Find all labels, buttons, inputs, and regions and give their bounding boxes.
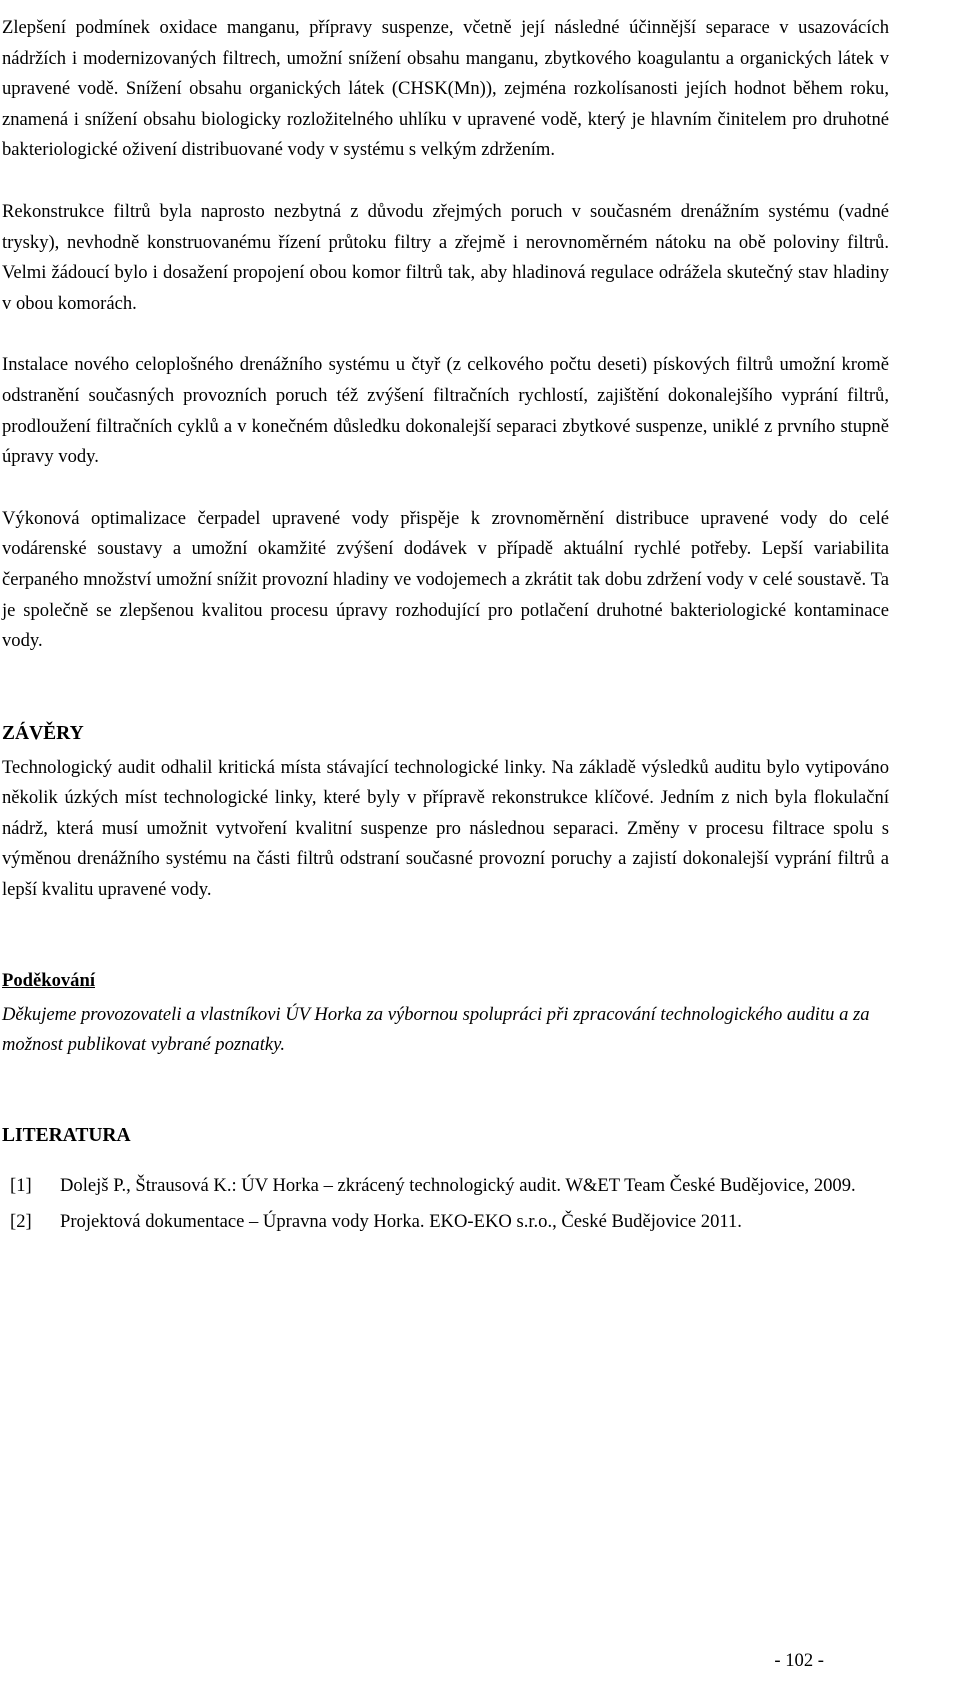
reference-text: Projektová dokumentace – Úpravna vody Horka. EKO-EKO s.r.o., České Budějovice 2011. <box>60 1210 742 1232</box>
reference-text: Dolejš P., Štrausová K.: ÚV Horka – zkrácený technologický audit. W&ET Team České Budějovice, 2009. <box>60 1174 856 1196</box>
paragraph-filter-reconstruction: Rekonstrukce filtrů byla naprosto nezbytná z důvodu zřejmých poruch v současném drenážním systému (vadné trysky), nevhodně konstruovanému řízení průtoku filtry a zřejmě i nerovnoměrném nátoku na obě poloviny filtrů. Velmi žádoucí bylo i dosažení propojení obou komor filtrů tak, aby hladinová regulace odrážela skutečný stav hladiny v obou komorách. <box>2 200 889 314</box>
page-number: - 102 - <box>774 1650 824 1671</box>
acknowledgement-heading-text: Poděkování <box>2 969 95 991</box>
paragraph-pump-optimization: Výkonová optimalizace čerpadel upravené vody přispěje k zrovnoměrnění distribuce upravené vody do celé vodárenské soustavy a umožní okamžité zvýšení dodávek v případě aktuální rychlé potřeby. Lepší variabilita čerpaného množství umožní snížit provozní hladiny ve vodojemech a zkrátit tak dobu zdržení vody v celé soustavě. Ta je společně se zlepšenou kvalitou procesu úpravy rozhodující pro potlačení druhotné bakteriologické kontaminace vody. <box>2 507 889 652</box>
page-footer <box>0 1650 889 1672</box>
reference-item <box>2 1207 889 1236</box>
acknowledgement-heading <box>2 966 889 996</box>
reference-item <box>2 1171 889 1200</box>
conclusions-text: Technologický audit odhalil kritická místa stávající technologické linky. Na základě výsledků auditu bylo vytipováno několik úzkých míst technologické linky, které byly v přípravě rekonstrukce klíčové. Jedním z nich byla flokulační nádrž, která musí umožnit vytvoření kvalitní suspenze pro následnou separaci. Změny v procesu filtrace spolu s výměnou drenážního systému na části filtrů odstraní současné provozní poruchy a zajistí dokonalejší vyprání filtrů a lepší kvalitu upravené vody. <box>2 756 889 901</box>
reference-number: [2] <box>10 1210 32 1232</box>
conclusions-heading: ZÁVĚRY <box>2 722 84 744</box>
acknowledgement-text: Děkujeme provozovateli a vlastníkovi ÚV Horka za výbornou spolupráci při zpracování technologického auditu a za možnost publikovat vybrané poznatky. <box>2 1003 870 1056</box>
literature-heading: LITERATURA <box>2 1124 131 1146</box>
reference-number: [1] <box>10 1174 32 1196</box>
reference-list <box>2 1171 889 1236</box>
paragraph-drainage-system: Instalace nového celoplošného drenážního systému u čtyř (z celkového počtu deseti) pískových filtrů umožní kromě odstranění současných provozních poruch též zvýšení filtračních rychlostí, zajištění dokonalejšího vyprání filtrů, prodloužení filtračních cyklů a v konečném důsledku dokonalejší separaci zbytkové suspenze, uniklé z prvního stupně úpravy vody. <box>2 354 889 468</box>
document-page <box>2 0 889 1243</box>
paragraph-manganese-oxidation: Zlepšení podmínek oxidace manganu, přípravy suspenze, včetně její následné účinnější separace v usazovácích nádržích i modernizovaných filtrech, umožní snížení obsahu manganu, zbytkového koagulantu a organických látek v upravené vodě. Snížení obsahu organických látek (CHSK(Mn)), zejména rozkolísanosti jejích hodnot během roku, znamená i snížení obsahu biologicky rozložitelného uhlíku v upravené vodě, který je hlavním činitelem pro druhotné bakteriologické oživení distribuované vody v systému s velkým zdržením. <box>2 17 889 161</box>
